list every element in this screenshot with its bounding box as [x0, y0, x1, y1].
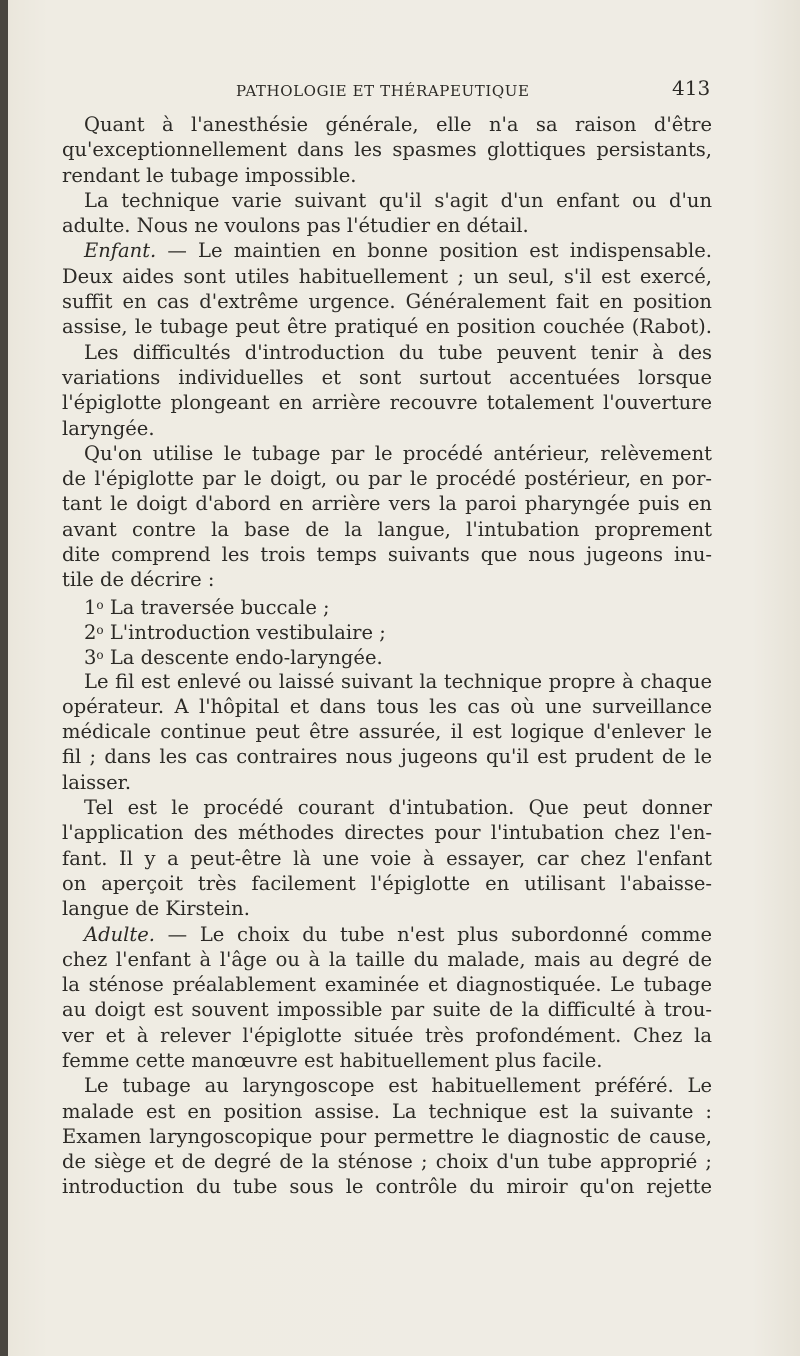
- text-line: [62, 719, 712, 744]
- page-header: [0, 76, 800, 106]
- text-line: [62, 669, 712, 694]
- text-line: [62, 340, 712, 365]
- line-text: tant le doigt d'abord en arrière vers la paroi pharyngée puis en: [62, 492, 712, 516]
- body-text: [62, 112, 712, 1200]
- line-text: — Le choix du tube n'est plus subordonné comme: [154, 922, 712, 946]
- text-line: [62, 820, 712, 845]
- line-text: rendant le tubage impossible.: [62, 163, 357, 187]
- text-line: [62, 795, 712, 820]
- line-text: Les difficultés d'introduction du tube peuvent tenir à des: [84, 340, 712, 364]
- text-line: [62, 188, 712, 213]
- line-text: Tel est le procédé courant d'intubation. Que peut donner: [84, 796, 712, 820]
- line-text: au doigt est souvent impossible par suite de la difficulté à trou-: [62, 998, 712, 1022]
- text-line: [62, 694, 712, 719]
- text-line: [62, 618, 712, 643]
- line-text: Le fil est enlevé ou laissé suivant la technique propre à chaque: [84, 669, 712, 693]
- line-text: suffit en cas d'extrême urgence. Généralement fait en position: [62, 290, 712, 314]
- line-text: La traversée buccale ;: [103, 595, 330, 619]
- line-text: Examen laryngoscopique pour permettre le diagnostic de cause,: [62, 1124, 712, 1148]
- text-line: [62, 390, 712, 415]
- text-line: [62, 491, 712, 516]
- text-line: [62, 289, 712, 314]
- line-text: qu'exceptionnellement dans les spasmes glottiques persistants,: [62, 138, 712, 162]
- text-line: [62, 466, 712, 491]
- line-text: L'introduction vestibulaire ;: [103, 620, 386, 644]
- line-text: laryngée.: [62, 416, 155, 440]
- text-line: [62, 1174, 712, 1199]
- line-text: adulte. Nous ne voulons pas l'étudier en détail.: [62, 214, 529, 238]
- line-text: tile de décrire :: [62, 568, 215, 592]
- text-line: [62, 922, 712, 947]
- text-line: [62, 213, 712, 238]
- text-line: [62, 264, 712, 289]
- line-text: avant contre la base de la langue, l'intubation proprement: [62, 517, 712, 541]
- text-line: [62, 238, 712, 263]
- line-text: La descente endo-laryngée.: [103, 646, 383, 670]
- line-text: Qu'on utilise le tubage par le procédé antérieur, relèvement: [84, 441, 712, 465]
- line-text: opérateur. A l'hôpital et dans tous les cas où une surveillance: [62, 694, 712, 718]
- line-text: de l'épiglotte par le doigt, ou par le procédé postérieur, en por-: [62, 467, 712, 491]
- line-text: laisser.: [62, 770, 132, 794]
- section-heading: Enfant.: [84, 239, 157, 263]
- text-line: [62, 542, 712, 567]
- running-head: PATHOLOGIE ET THÉRAPEUTIQUE: [236, 82, 530, 100]
- line-text: l'application des méthodes directes pour l'intubation chez l'en-: [62, 821, 712, 845]
- section-heading: Adulte.: [84, 922, 155, 946]
- text-line: [62, 1124, 712, 1149]
- text-line: [62, 1073, 712, 1098]
- text-line: [62, 314, 712, 339]
- page-number: 413: [672, 76, 711, 100]
- text-line: [62, 1023, 712, 1048]
- line-text: introduction du tube sous le contrôle du miroir qu'on rejette: [62, 1175, 712, 1199]
- text-line: [62, 846, 712, 871]
- text-line: [62, 1099, 712, 1124]
- line-text: Le tubage au laryngoscope est habituellement préféré. Le: [84, 1074, 712, 1098]
- line-text: La technique varie suivant qu'il s'agit d'un enfant ou d'un: [84, 188, 712, 212]
- text-line: [62, 163, 712, 188]
- ordinal-mark: o: [96, 648, 104, 663]
- line-text: variations individuelles et sont surtout accentuées lorsque: [62, 365, 712, 389]
- ordinal-mark: o: [96, 622, 104, 637]
- text-line: [62, 112, 712, 137]
- text-line: [62, 416, 712, 441]
- line-text: ver et à relever l'épiglotte située très profondément. Chez la: [62, 1023, 712, 1047]
- text-line: [62, 1048, 712, 1073]
- text-line: [62, 744, 712, 769]
- ordinal-mark: o: [96, 597, 104, 612]
- text-line: [62, 441, 712, 466]
- line-text: fil ; dans les cas contraires nous jugeons qu'il est prudent de le: [62, 745, 712, 769]
- list-number: 2: [84, 620, 97, 644]
- line-text: femme cette manœuvre est habituellement plus facile.: [62, 1048, 603, 1072]
- text-line: [62, 896, 712, 921]
- line-text: dite comprend les trois temps suivants que nous jugeons inu-: [62, 543, 712, 567]
- line-text: langue de Kirstein.: [62, 897, 250, 921]
- line-text: médicale continue peut être assurée, il est logique d'enlever le: [62, 720, 712, 744]
- line-text: fant. Il y a peut-être là une voie à essayer, car chez l'enfant: [62, 846, 712, 870]
- line-text: Deux aides sont utiles habituellement ; un seul, s'il est exercé,: [62, 264, 712, 288]
- text-line: [62, 1149, 712, 1174]
- text-line: [62, 517, 712, 542]
- text-line: [62, 997, 712, 1022]
- line-text: Quant à l'anesthésie générale, elle n'a sa raison d'être: [84, 113, 712, 136]
- text-line: [62, 972, 712, 997]
- text-line: [62, 871, 712, 896]
- line-text: de siège et de degré de la sténose ; choix d'un tube approprié ;: [62, 1150, 712, 1174]
- line-text: — Le maintien en bonne position est indispensable.: [156, 239, 712, 263]
- text-line: [62, 947, 712, 972]
- text-line: [62, 643, 712, 668]
- line-text: assise, le tubage peut être pratiqué en position couchée (Rabot).: [62, 315, 712, 339]
- text-line: [62, 770, 712, 795]
- list-number: 1: [84, 595, 97, 619]
- line-text: chez l'enfant à l'âge ou à la taille du malade, mais au degré de: [62, 947, 712, 971]
- text-line: [62, 593, 712, 618]
- list-number: 3: [84, 646, 97, 670]
- line-text: l'épiglotte plongeant en arrière recouvre totalement l'ouverture: [62, 391, 712, 415]
- text-line: [62, 567, 712, 592]
- text-line: [62, 365, 712, 390]
- page-binding-edge: [0, 0, 8, 1356]
- line-text: on aperçoit très facilement l'épiglotte en utilisant l'abaisse-: [62, 871, 712, 895]
- line-text: la sténose préalablement examinée et diagnostiquée. Le tubage: [62, 973, 712, 997]
- line-text: malade est en position assise. La technique est la suivante :: [62, 1099, 712, 1123]
- text-line: [62, 137, 712, 162]
